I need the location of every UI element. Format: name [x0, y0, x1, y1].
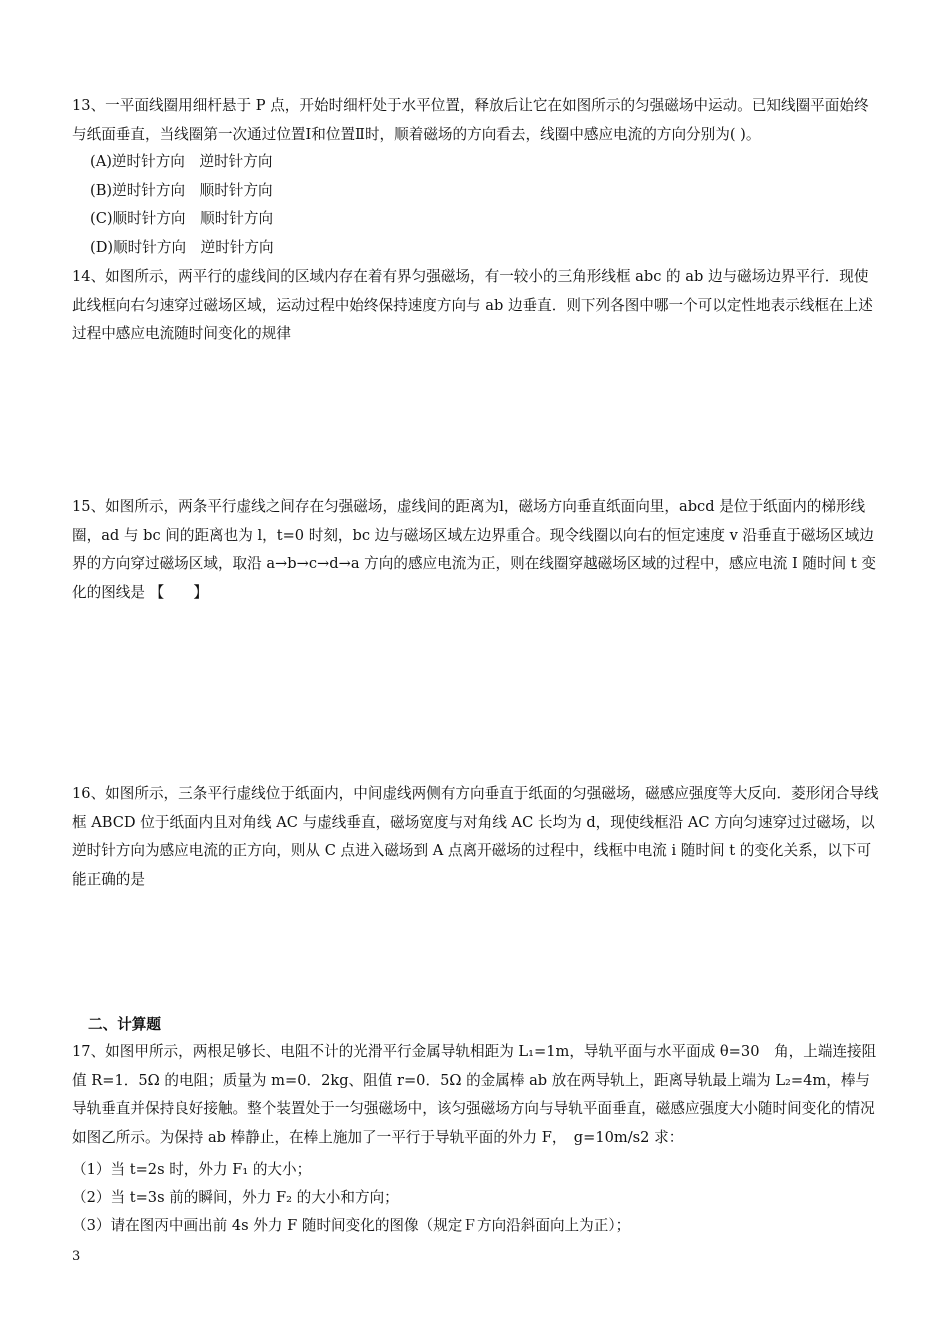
question-17-item-1: （1）当 t=2s 时，外力 F₁ 的大小；: [72, 1161, 312, 1178]
question-17-item-3: （3）请在图丙中画出前 4s 外力 F 随时间变化的图像（规定Ｆ方向沿斜面向上为正）；: [72, 1217, 631, 1234]
question-13-option-b: (B)逆时针方向 顺时针方向: [90, 182, 273, 199]
question-17-item-2: （2）当 t=3s 前的瞬间，外力 F₂ 的大小和方向；: [72, 1189, 399, 1206]
question-13-option-a: (A)逆时针方向 逆时针方向: [90, 153, 273, 170]
page-number: 3: [72, 1249, 81, 1264]
question-13-text: 13、一平面线圈用细杆悬于 P 点，开始时细杆处于水平位置，释放后让它在如图所示的匀强磁场中运动。已知线圈平面始终与纸面垂直，当线圈第一次通过位置Ⅰ和位置Ⅱ时，顺着磁场的方向看去，线圈中感应电流的方向分别为( )。: [72, 97, 869, 143]
question-13-option-c: (C)顺时针方向 顺时针方向: [90, 210, 274, 227]
section-title-calculation: 二、计算题: [88, 1016, 161, 1033]
question-14-text: 14、如图所示，两平行的虚线间的区域内存在着有界匀强磁场，有一较小的三角形线框 abc 的 ab 边与磁场边界平行．现使此线框向右匀速穿过磁场区域，运动过程中始终保持速度方向与 ab 边垂直．则下列各图中哪一个可以定性地表示线框在上述过程中感应电流随时间变化的规律: [72, 268, 873, 342]
question-15-text: 15、如图所示，两条平行虚线之间存在匀强磁场，虚线间的距离为l，磁场方向垂直纸面向里，abcd 是位于纸面内的梯形线圈，ad 与 bc 间的距离也为 l，t=0 时刻，bc 边与磁场区域左边界重合。现令线圈以向右的恒定速度 v 沿垂直于磁场区域边界的方向穿过磁场区域，取沿 a→b→c→d→a 方向的感应电流为正，则在线圈穿越磁场区域的过程中，感应电流 I 随时间 t 变化的图线是 【 】: [72, 498, 876, 601]
question-13-option-d: (D)顺时针方向 逆时针方向: [90, 239, 274, 256]
question-17-text: 17、如图甲所示，两根足够长、电阻不计的光滑平行金属导轨相距为 L₁=1m，导轨平面与水平面成 θ=30 角，上端连接阻值 R=1．5Ω 的电阻；质量为 m=0．2kg、阻值 r=0．5Ω 的金属棒 ab 放在两导轨上，距离导轨最上端为 L₂=4m，棒与导轨垂直并保持良好接触。整个装置处于一匀强磁场中，该匀强磁场方向与导轨平面垂直，磁感应强度大小随时间变化的情况如图乙所示。为保持 ab 棒静止，在棒上施加了一平行于导轨平面的外力 F， g=10m/s2 求：: [72, 1043, 877, 1146]
question-16-text: 16、如图所示，三条平行虚线位于纸面内，中间虚线两侧有方向垂直于纸面的匀强磁场，磁感应强度等大反向．菱形闭合导线框 ABCD 位于纸面内且对角线 AC 与虚线垂直，磁场宽度与对角线 AC 长均为 d，现使线框沿 AC 方向匀速穿过过磁场，以逆时针方向为感应电流的正方向，则从 C 点进入磁场到 A 点离开磁场的过程中，线框中电流 i 随时间 t 的变化关系，以下可能正确的是: [72, 785, 879, 888]
